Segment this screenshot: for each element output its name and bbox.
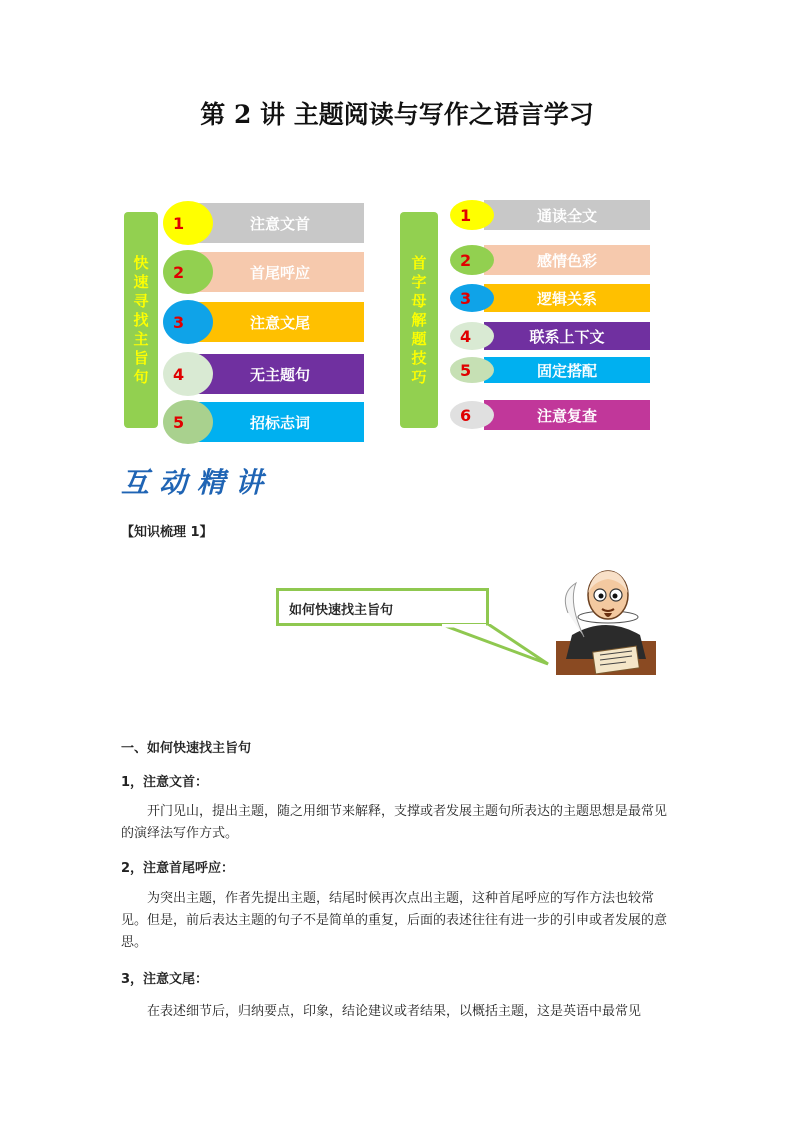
right-item-6-number: 6 [450, 401, 494, 429]
left-item-1-box [196, 203, 364, 243]
left-item-3-label: 注意文尾 [249, 313, 310, 332]
left-item-1-label: 注意文首 [249, 214, 310, 233]
left-item-5-label: 招标志词 [249, 413, 310, 432]
right-item-3-box [484, 284, 650, 312]
left-item-2-box [196, 252, 364, 292]
right-item-6-label: 注意复查 [536, 406, 597, 425]
right-item-3-label: 逻辑关系 [536, 289, 597, 308]
speech-bubble [276, 588, 489, 626]
item1-text: 开门见山，提出主题，随之用细节来解释，支撑或者发展主题句所表达的主题思想是最常见的演绎法写作方式。 [121, 804, 668, 841]
left-item-2-label: 首尾呼应 [249, 263, 310, 282]
left-item-4-number: 4 [163, 352, 213, 396]
left-item-4-label: 无主题句 [249, 365, 310, 384]
right-item-5-box [484, 357, 650, 383]
right-item-1-box [484, 200, 650, 230]
speech-bubble-text: 如何快速找主旨句 [289, 603, 394, 618]
right-item-1-label: 通读全文 [536, 206, 597, 225]
right-item-5-number: 5 [450, 357, 494, 383]
knowledge-label: 【知识梳理 1】 [121, 525, 213, 540]
left-diagram-bar-label: 快速寻找主旨句 [133, 253, 149, 386]
item3-text: 在表述细节后，归纳要点，印象，结论建议或者结果，以概括主题，这是英语中最常见 [147, 1004, 642, 1019]
right-diagram-bar [400, 212, 438, 428]
item2-text: 为突出主题，作者先提出主题，结尾时候再次点出主题，这种首尾呼应的写作方法也较常见。但是，前后表达主题的句子不是简单的重复，后面的表述往往有进一步的引申或者发展的意思。 [121, 891, 668, 950]
left-item-3-number: 3 [163, 300, 213, 344]
left-diagram-bar [124, 212, 158, 428]
shakespeare-illustration [554, 563, 658, 675]
left-item-5-number: 5 [163, 400, 213, 444]
item2-title: 2，注意首尾呼应： [121, 861, 235, 876]
right-item-2-label: 感情色彩 [536, 251, 597, 270]
page-title: 第 2 讲 主题阅读与写作之语言学习 [200, 100, 594, 129]
left-item-5-box [196, 402, 364, 442]
item3-title: 3，注意文尾： [121, 972, 209, 987]
item1-title: 1，注意文首： [121, 775, 209, 790]
right-item-4-box [484, 322, 650, 350]
section-heading: 互动精讲 [121, 466, 274, 499]
right-diagram-bar-label: 首字母解题技巧 [411, 253, 427, 386]
right-item-1-number: 1 [450, 200, 494, 230]
left-item-3-box [196, 302, 364, 342]
right-item-4-label: 联系上下文 [529, 327, 605, 346]
left-item-2-number: 2 [163, 250, 213, 294]
left-item-1-number: 1 [163, 201, 213, 245]
speech-bubble-tail [400, 624, 550, 668]
right-item-2-box [484, 245, 650, 275]
right-item-6-box [484, 400, 650, 430]
right-item-2-number: 2 [450, 245, 494, 275]
section1-title: 一、如何快速找主旨句 [121, 741, 252, 756]
left-item-4-box [196, 354, 364, 394]
right-item-3-number: 3 [450, 284, 494, 312]
right-item-4-number: 4 [450, 322, 494, 350]
right-item-5-label: 固定搭配 [536, 361, 597, 380]
